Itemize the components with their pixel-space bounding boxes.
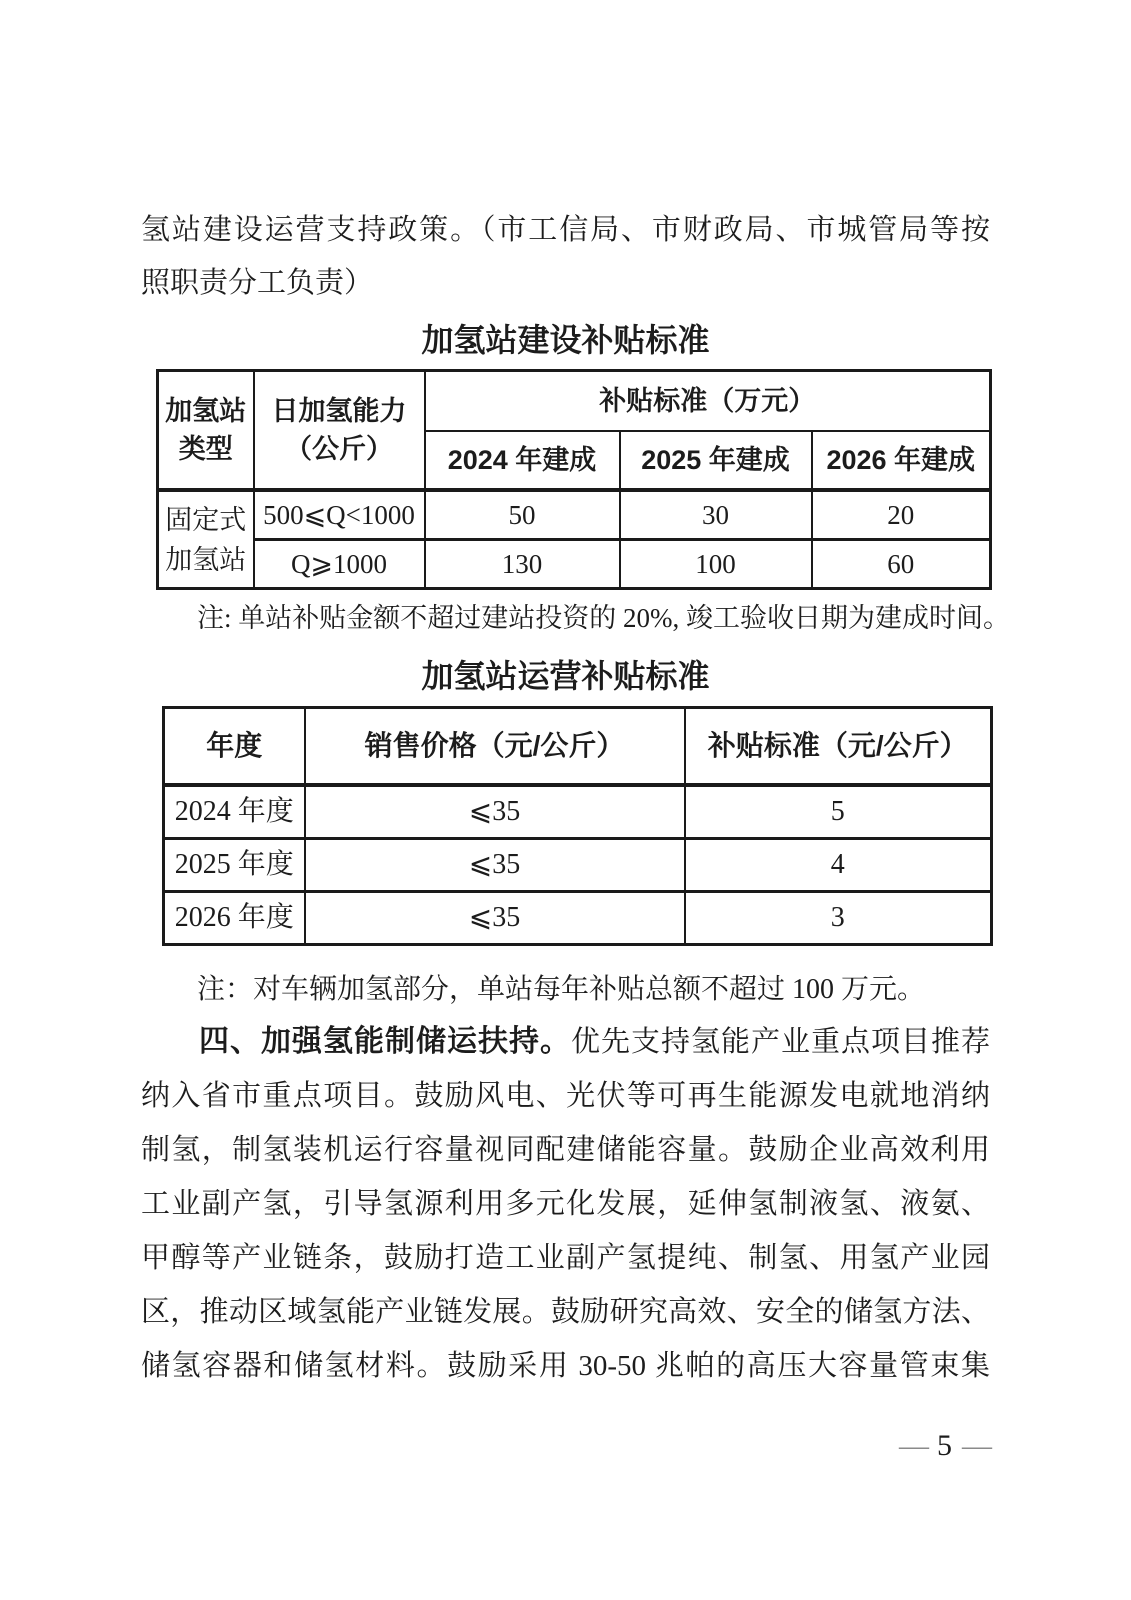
paragraph-text: 优先支持氢能产业重点项目推荐: [571, 1026, 990, 1058]
header-cell-year-2026: 2026 年建成: [812, 431, 991, 490]
cell-price: ⩽35: [305, 785, 685, 839]
cell-value: 100: [620, 540, 812, 589]
cell-year: 2025 年度: [164, 839, 305, 892]
operation-subsidy-table: [162, 706, 993, 946]
cell-value: 50: [425, 490, 620, 540]
intro-line: 照职责分工负责）: [141, 267, 374, 299]
cell-subsidy: 5: [685, 785, 992, 839]
header-cell-year: 年度: [164, 708, 305, 786]
table-row: [164, 785, 992, 839]
header-cell-year-2025: 2025 年建成: [620, 431, 812, 490]
operation-table-note: 注：对车辆加氢部分，单站每年补贴总额不超过 100 万元。: [197, 974, 926, 1005]
page-number-dash: —: [962, 1429, 990, 1462]
paragraph-line: [141, 1015, 990, 1069]
construction-subsidy-table: [156, 369, 992, 590]
header-cell-daily-capacity: [254, 371, 425, 491]
paragraph-line: 储氢容器和储氢材料。鼓励采用 30-50 兆帕的高压大容量管束集: [141, 1350, 990, 1382]
construction-table-note: 注: 单站补贴金额不超过建站投资的 20%, 竣工验收日期为建成时间。: [197, 603, 1010, 633]
header-line: 加氢站: [165, 396, 247, 426]
paragraph-line: 工业副产氢，引导氢源利用多元化发展，延伸氢制液氢、液氨、: [141, 1188, 990, 1220]
intro-paragraph: [141, 204, 990, 310]
cell-subsidy: 4: [685, 839, 992, 892]
paragraph-line: 区，推动区域氢能产业链发展。鼓励研究高效、安全的储氢方法、: [141, 1296, 990, 1328]
cell-value: 60: [812, 540, 991, 589]
cell-subsidy: 3: [685, 892, 992, 945]
table-row: [164, 839, 992, 892]
page-number-dash: —: [899, 1429, 927, 1462]
operation-subsidy-table-title: 加氢站运营补贴标准: [421, 658, 710, 694]
table-row: [164, 892, 992, 945]
construction-subsidy-table-title: 加氢站建设补贴标准: [421, 322, 710, 358]
table-row: [158, 540, 991, 589]
header-cell-station-type: [158, 371, 254, 491]
header-cell-subsidy-standard: 补贴标准（元/公斤）: [685, 708, 992, 786]
cell-year: 2026 年度: [164, 892, 305, 945]
cell-line: 加氢站: [165, 544, 247, 575]
cell-price: ⩽35: [305, 839, 685, 892]
section-4-heading: 四、加强氢能制储运扶持。: [199, 1025, 571, 1058]
section-4-paragraph: [141, 1015, 990, 1393]
cell-value: 130: [425, 540, 620, 589]
cell-value: 20: [812, 490, 991, 540]
paragraph-line: 纳入省市重点项目。鼓励风电、光伏等可再生能源发电就地消纳: [141, 1080, 990, 1112]
header-line: （公斤）: [285, 434, 393, 464]
cell-capacity-range: Q⩾1000: [254, 540, 425, 589]
paragraph-line: 甲醇等产业链条，鼓励打造工业副产氢提纯、制氢、用氢产业园: [141, 1242, 990, 1274]
intro-line: 氢站建设运营支持政策。（市工信局、市财政局、市城管局等按: [141, 214, 990, 246]
table-row: [158, 490, 991, 540]
page-number-value: 5: [937, 1429, 952, 1462]
cell-capacity-range: 500⩽Q<1000: [254, 490, 425, 540]
header-cell-sale-price: 销售价格（元/公斤）: [305, 708, 685, 786]
cell-value: 30: [620, 490, 812, 540]
cell-year: 2024 年度: [164, 785, 305, 839]
header-line: 类型: [178, 434, 233, 464]
page-content: [141, 0, 1010, 1393]
table-header-row: [158, 371, 991, 432]
header-cell-subsidy-standard: 补贴标准（万元）: [425, 371, 991, 432]
header-line: 日加氢能力: [271, 396, 407, 426]
header-cell-year-2024: 2024 年建成: [425, 431, 620, 490]
cell-station-type-fixed: [158, 490, 254, 589]
paragraph-line: 制氢，制氢装机运行容量视同配建储能容量。鼓励企业高效利用: [141, 1134, 990, 1166]
page-number: [141, 1424, 990, 1468]
table-header-row: [164, 708, 992, 786]
cell-price: ⩽35: [305, 892, 685, 945]
cell-line: 固定式: [165, 504, 247, 535]
